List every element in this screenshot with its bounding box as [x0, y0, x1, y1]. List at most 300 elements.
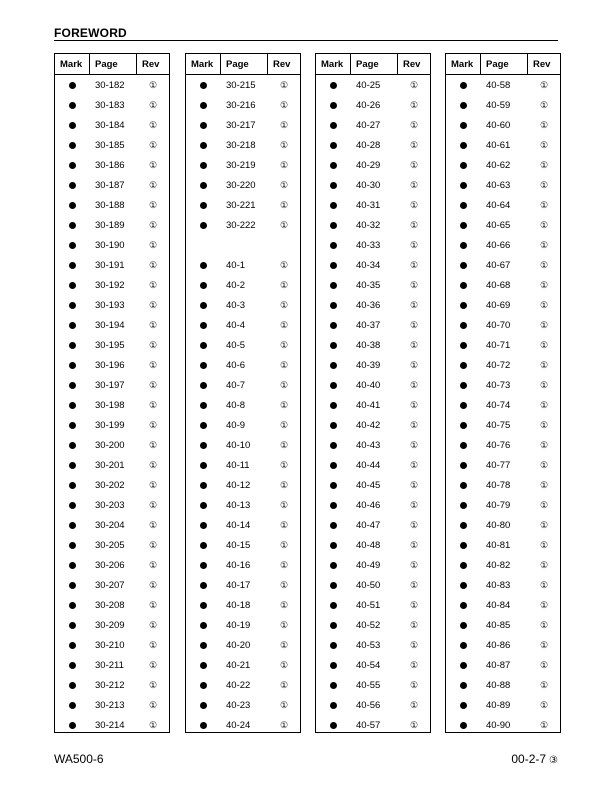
- bullet-mark-icon: [330, 382, 337, 389]
- table-row: [186, 155, 300, 175]
- page-cell: 30-183: [95, 99, 125, 111]
- bullet-mark-icon: [330, 602, 337, 609]
- table-row: [316, 415, 430, 435]
- bullet-mark-icon: [460, 522, 467, 529]
- rev-cell: ①: [148, 219, 158, 230]
- bullet-mark-icon: [200, 482, 207, 489]
- mark-cell: [446, 542, 481, 549]
- rev-cell: ①: [279, 639, 289, 650]
- table-row: [186, 335, 300, 355]
- mark-cell: [55, 82, 90, 89]
- page-cell: 40-25: [356, 79, 381, 91]
- page-number-block: [511, 752, 558, 766]
- mark-cell: [186, 102, 221, 109]
- rev-cell: ①: [539, 139, 549, 150]
- rev-cell: ①: [279, 439, 289, 450]
- mark-cell: [186, 442, 221, 449]
- page-cell: 40-22: [226, 679, 251, 691]
- mark-cell: [446, 102, 481, 109]
- bullet-mark-icon: [460, 102, 467, 109]
- mark-cell: [55, 242, 90, 249]
- rev-cell: ①: [539, 599, 549, 610]
- bullet-mark-icon: [330, 522, 337, 529]
- bullet-mark-icon: [460, 262, 467, 269]
- page-cell: 30-214: [95, 719, 125, 731]
- table-row: [186, 435, 300, 455]
- page-cell: 40-72: [486, 359, 511, 371]
- bullet-mark-icon: [330, 182, 337, 189]
- page-cell: 30-216: [226, 99, 256, 111]
- mark-cell: [316, 162, 351, 169]
- rev-cell: ①: [279, 199, 289, 210]
- mark-cell: [316, 342, 351, 349]
- table-row: [186, 695, 300, 715]
- column-header-mark: Mark: [55, 54, 90, 74]
- rev-cell: ①: [539, 359, 549, 370]
- page-cell: 30-196: [95, 359, 125, 371]
- mark-cell: [316, 102, 351, 109]
- bullet-mark-icon: [330, 302, 337, 309]
- bullet-mark-icon: [460, 562, 467, 569]
- rev-cell: ①: [148, 559, 158, 570]
- table-row: [186, 175, 300, 195]
- table-row: [446, 575, 560, 595]
- table-row: [55, 535, 169, 555]
- bullet-mark-icon: [460, 302, 467, 309]
- table-row: [55, 575, 169, 595]
- rev-cell: ①: [148, 659, 158, 670]
- rev-cell: ①: [279, 539, 289, 550]
- bullet-mark-icon: [330, 122, 337, 129]
- bullet-mark-icon: [330, 442, 337, 449]
- page-cell: 30-209: [95, 619, 125, 631]
- table-row: [186, 255, 300, 275]
- bullet-mark-icon: [460, 542, 467, 549]
- mark-cell: [446, 322, 481, 329]
- mark-cell: [316, 202, 351, 209]
- page-cell: 40-68: [486, 279, 511, 291]
- rev-cell: ①: [279, 699, 289, 710]
- page-cell: 30-182: [95, 79, 125, 91]
- page-cell: 40-37: [356, 319, 381, 331]
- page-cell: 40-63: [486, 179, 511, 191]
- page-cell: 40-54: [356, 659, 381, 671]
- table-row: [186, 495, 300, 515]
- rev-cell: ①: [409, 199, 419, 210]
- bullet-mark-icon: [69, 622, 76, 629]
- bullet-mark-icon: [200, 202, 207, 209]
- table-row: [186, 135, 300, 155]
- mark-cell: [55, 222, 90, 229]
- table-row: [186, 715, 300, 735]
- page-cell: 40-3: [226, 299, 246, 311]
- table-header-row: [316, 54, 430, 75]
- table-row: [316, 555, 430, 575]
- revision-table-1: [54, 53, 170, 733]
- mark-cell: [186, 722, 221, 729]
- mark-cell: [446, 162, 481, 169]
- table-row: [446, 455, 560, 475]
- column-header-rev: Rev: [273, 58, 291, 70]
- mark-cell: [446, 382, 481, 389]
- table-row: [186, 95, 300, 115]
- bullet-mark-icon: [69, 362, 76, 369]
- mark-cell: [55, 722, 90, 729]
- page-cell: 40-13: [226, 499, 251, 511]
- mark-cell: [446, 462, 481, 469]
- bullet-mark-icon: [330, 242, 337, 249]
- rev-cell: ①: [539, 259, 549, 270]
- rev-cell: ①: [539, 539, 549, 550]
- bullet-mark-icon: [200, 562, 207, 569]
- page-cell: 40-50: [356, 579, 381, 591]
- rev-cell: ①: [539, 239, 549, 250]
- table-row: [446, 475, 560, 495]
- mark-cell: [186, 282, 221, 289]
- table-row: [316, 115, 430, 135]
- table-row: [186, 515, 300, 535]
- mark-cell: [316, 722, 351, 729]
- mark-cell: [55, 162, 90, 169]
- page-cell: 40-5: [226, 339, 246, 351]
- mark-cell: [55, 682, 90, 689]
- table-row: [55, 435, 169, 455]
- bullet-mark-icon: [200, 702, 207, 709]
- column-header-page: Page: [481, 54, 528, 74]
- rev-cell: ①: [148, 599, 158, 610]
- table-row: [446, 675, 560, 695]
- rev-cell: ①: [539, 299, 549, 310]
- page-cell: 40-16: [226, 559, 251, 571]
- mark-cell: [316, 422, 351, 429]
- table-row: [186, 315, 300, 335]
- page-title: FOREWORD: [54, 26, 127, 40]
- rev-cell: ①: [279, 179, 289, 190]
- bullet-mark-icon: [330, 462, 337, 469]
- page-cell: 30-193: [95, 299, 125, 311]
- page-cell: 40-48: [356, 539, 381, 551]
- rev-cell: ①: [279, 379, 289, 390]
- rev-cell: ①: [148, 479, 158, 490]
- rev-cell: ①: [279, 479, 289, 490]
- rev-cell: ①: [539, 579, 549, 590]
- bullet-mark-icon: [69, 242, 76, 249]
- mark-cell: [186, 202, 221, 209]
- rev-cell: ①: [539, 279, 549, 290]
- page-cell: 30-194: [95, 319, 125, 331]
- page-cell: 40-17: [226, 579, 251, 591]
- page-cell: 40-44: [356, 459, 381, 471]
- bullet-mark-icon: [200, 302, 207, 309]
- rev-cell: ①: [279, 679, 289, 690]
- rev-cell: ①: [148, 439, 158, 450]
- page-cell: 40-8: [226, 399, 246, 411]
- bullet-mark-icon: [460, 402, 467, 409]
- page-cell: 40-84: [486, 599, 511, 611]
- table-row: [446, 375, 560, 395]
- page-cell: 30-213: [95, 699, 125, 711]
- page-cell: 40-6: [226, 359, 246, 371]
- mark-cell: [316, 182, 351, 189]
- column-header-rev: Rev: [142, 58, 160, 70]
- rev-cell: ①: [148, 319, 158, 330]
- mark-cell: [316, 602, 351, 609]
- mark-cell: [446, 182, 481, 189]
- table-row: [186, 215, 300, 235]
- mark-cell: [446, 342, 481, 349]
- page-cell: 30-186: [95, 159, 125, 171]
- rev-cell: ①: [409, 259, 419, 270]
- bullet-mark-icon: [330, 502, 337, 509]
- rev-cell: ①: [409, 179, 419, 190]
- mark-cell: [446, 202, 481, 209]
- page-cell: 40-81: [486, 539, 511, 551]
- page-cell: 30-195: [95, 339, 125, 351]
- rev-cell: ①: [279, 419, 289, 430]
- page-cell: 40-60: [486, 119, 511, 131]
- rev-cell: ①: [148, 339, 158, 350]
- page-cell: 40-21: [226, 659, 251, 671]
- page-cell: 40-40: [356, 379, 381, 391]
- page-cell: 40-23: [226, 699, 251, 711]
- table-row: [316, 155, 430, 175]
- table-row: [55, 295, 169, 315]
- mark-cell: [186, 182, 221, 189]
- mark-cell: [446, 722, 481, 729]
- mark-cell: [55, 442, 90, 449]
- page-cell: 30-184: [95, 119, 125, 131]
- page-cell: 40-32: [356, 219, 381, 231]
- mark-cell: [316, 382, 351, 389]
- table-row: [55, 135, 169, 155]
- rev-cell: ①: [279, 659, 289, 670]
- rev-cell: ①: [148, 299, 158, 310]
- rev-cell: ①: [148, 579, 158, 590]
- bullet-mark-icon: [330, 162, 337, 169]
- table-row: [55, 615, 169, 635]
- rev-cell: ①: [409, 539, 419, 550]
- table-row: [316, 675, 430, 695]
- mark-cell: [316, 542, 351, 549]
- mark-cell: [186, 642, 221, 649]
- rev-cell: ①: [409, 639, 419, 650]
- bullet-mark-icon: [69, 342, 76, 349]
- mark-cell: [186, 402, 221, 409]
- table-row: [446, 355, 560, 375]
- column-header-mark: Mark: [316, 54, 351, 74]
- page-cell: 40-83: [486, 579, 511, 591]
- bullet-mark-icon: [69, 122, 76, 129]
- page-cell: 40-12: [226, 479, 251, 491]
- bullet-mark-icon: [200, 422, 207, 429]
- rev-cell: ①: [539, 719, 549, 730]
- table-row: [55, 235, 169, 255]
- bullet-mark-icon: [460, 702, 467, 709]
- mark-cell: [446, 522, 481, 529]
- table-row: [446, 335, 560, 355]
- bullet-mark-icon: [460, 202, 467, 209]
- rev-cell: ①: [539, 459, 549, 470]
- mark-cell: [55, 182, 90, 189]
- mark-cell: [316, 582, 351, 589]
- rev-cell: ①: [279, 99, 289, 110]
- table-row: [186, 595, 300, 615]
- bullet-mark-icon: [200, 622, 207, 629]
- bullet-mark-icon: [200, 82, 207, 89]
- page-cell: 30-215: [226, 79, 256, 91]
- rev-cell: ①: [539, 379, 549, 390]
- bullet-mark-icon: [200, 182, 207, 189]
- bullet-mark-icon: [200, 402, 207, 409]
- rev-cell: ①: [409, 299, 419, 310]
- bullet-mark-icon: [330, 722, 337, 729]
- bullet-mark-icon: [330, 142, 337, 149]
- table-row: [446, 715, 560, 735]
- page-cell: 30-189: [95, 219, 125, 231]
- mark-cell: [186, 342, 221, 349]
- mark-cell: [55, 302, 90, 309]
- page-cell: 40-73: [486, 379, 511, 391]
- rev-cell: ①: [148, 119, 158, 130]
- bullet-mark-icon: [200, 682, 207, 689]
- page-cell: 40-39: [356, 359, 381, 371]
- rev-cell: ①: [279, 579, 289, 590]
- mark-cell: [316, 502, 351, 509]
- rev-cell: ①: [279, 499, 289, 510]
- page-number: 00-2-7: [511, 752, 547, 766]
- mark-cell: [316, 522, 351, 529]
- rev-cell: ①: [539, 219, 549, 230]
- rev-cell: ①: [409, 239, 419, 250]
- rev-cell: ①: [409, 319, 419, 330]
- bullet-mark-icon: [330, 362, 337, 369]
- mark-cell: [55, 482, 90, 489]
- table-row: [186, 475, 300, 495]
- rev-cell: ①: [539, 659, 549, 670]
- table-row: [186, 355, 300, 375]
- table-row: [316, 215, 430, 235]
- mark-cell: [55, 282, 90, 289]
- mark-cell: [186, 422, 221, 429]
- page-cell: 40-1: [226, 259, 246, 271]
- table-row: [316, 335, 430, 355]
- table-row: [316, 695, 430, 715]
- bullet-mark-icon: [69, 662, 76, 669]
- table-row: [446, 135, 560, 155]
- table-row: [446, 415, 560, 435]
- table-row: [55, 655, 169, 675]
- bullet-mark-icon: [200, 282, 207, 289]
- rev-cell: ①: [148, 239, 158, 250]
- page-cell: 40-75: [486, 419, 511, 431]
- rev-cell: ①: [148, 99, 158, 110]
- bullet-mark-icon: [69, 322, 76, 329]
- table-row: [446, 555, 560, 575]
- mark-cell: [186, 462, 221, 469]
- mark-cell: [446, 562, 481, 569]
- table-row: [446, 75, 560, 95]
- table-row: [316, 175, 430, 195]
- table-row: [55, 715, 169, 735]
- mark-cell: [55, 322, 90, 329]
- mark-cell: [55, 142, 90, 149]
- table-row: [55, 335, 169, 355]
- bullet-mark-icon: [460, 622, 467, 629]
- mark-cell: [316, 662, 351, 669]
- table-row: [316, 135, 430, 155]
- page-cell: 40-85: [486, 619, 511, 631]
- page-cell: 40-76: [486, 439, 511, 451]
- page-cell: 40-31: [356, 199, 381, 211]
- page-cell: 40-52: [356, 619, 381, 631]
- rev-cell: ①: [279, 619, 289, 630]
- bullet-mark-icon: [460, 642, 467, 649]
- table-row: [55, 595, 169, 615]
- table-row: [186, 675, 300, 695]
- mark-cell: [55, 342, 90, 349]
- bullet-mark-icon: [69, 442, 76, 449]
- table-row: [186, 395, 300, 415]
- table-row: [55, 355, 169, 375]
- mark-cell: [316, 282, 351, 289]
- bullet-mark-icon: [330, 482, 337, 489]
- bullet-mark-icon: [200, 522, 207, 529]
- bullet-mark-icon: [460, 182, 467, 189]
- mark-cell: [55, 382, 90, 389]
- bullet-mark-icon: [69, 222, 76, 229]
- bullet-mark-icon: [460, 242, 467, 249]
- bullet-mark-icon: [330, 102, 337, 109]
- page-cell: 40-41: [356, 399, 381, 411]
- mark-cell: [316, 642, 351, 649]
- bullet-mark-icon: [69, 402, 76, 409]
- page-cell: 30-221: [226, 199, 256, 211]
- table-row: [446, 195, 560, 215]
- rev-cell: ①: [409, 99, 419, 110]
- mark-cell: [446, 422, 481, 429]
- column-header-rev: Rev: [533, 58, 551, 70]
- page-cell: 30-192: [95, 279, 125, 291]
- page-cell: 30-191: [95, 259, 125, 271]
- bullet-mark-icon: [460, 142, 467, 149]
- page-cell: 40-55: [356, 679, 381, 691]
- rev-cell: ①: [409, 459, 419, 470]
- page-cell: 40-57: [356, 719, 381, 731]
- rev-cell: ①: [148, 199, 158, 210]
- table-row: [186, 415, 300, 435]
- bullet-mark-icon: [460, 282, 467, 289]
- mark-cell: [186, 522, 221, 529]
- bullet-mark-icon: [330, 402, 337, 409]
- bullet-mark-icon: [330, 682, 337, 689]
- table-row: [446, 295, 560, 315]
- page-cell: 30-217: [226, 119, 256, 131]
- table-row: [186, 75, 300, 95]
- rev-cell: ①: [539, 619, 549, 630]
- bullet-mark-icon: [69, 462, 76, 469]
- page-cell: 30-190: [95, 239, 125, 251]
- bullet-mark-icon: [330, 282, 337, 289]
- rev-cell: ①: [409, 419, 419, 430]
- rev-cell: ①: [409, 279, 419, 290]
- rev-cell: ①: [539, 159, 549, 170]
- bullet-mark-icon: [69, 382, 76, 389]
- mark-cell: [446, 282, 481, 289]
- page-cell: 30-220: [226, 179, 256, 191]
- rev-cell: ①: [539, 179, 549, 190]
- mark-cell: [186, 82, 221, 89]
- mark-cell: [186, 222, 221, 229]
